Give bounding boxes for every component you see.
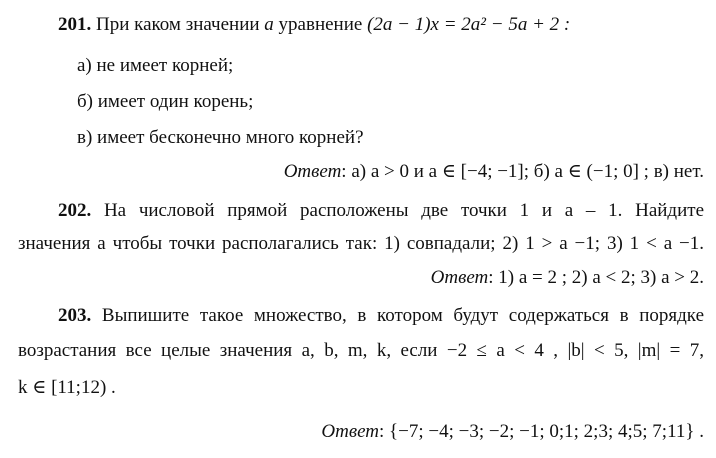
- problem-202-text-1: На числовой прямой расположены две точки 1 и a – 1. Найдите: [91, 200, 704, 221]
- problem-203-answer: [321, 420, 704, 444]
- problem-201-answer: [284, 160, 704, 184]
- problem-201-item-b: б) имеет один корень;: [77, 91, 254, 112]
- problem-201-stem-end: уравнение: [273, 14, 368, 35]
- problem-201-item-a: а) не имеет корней;: [77, 55, 234, 76]
- problem-203-answer-text: : {−7; −4; −3; −2; −1; 0;1; 2;3; 4;5; 7;11} .: [379, 421, 704, 442]
- problem-202-line-2: значения a чтобы точки располагались так: 1) совпадали; 2) 1 > a −1; 3) 1 < a −1.: [18, 233, 704, 254]
- answer-label: Ответ: [430, 267, 489, 288]
- problem-202-answer: [431, 266, 704, 290]
- problem-201-stem: При каком значении: [91, 14, 265, 35]
- problem-201-statement: [58, 13, 570, 37]
- problem-202-answer-text: : 1) a = 2 ; 2) a < 2; 3) a > 2.: [488, 267, 704, 288]
- problem-202-number: 202.: [58, 200, 92, 221]
- answer-label: Ответ: [321, 421, 379, 442]
- problem-202-line-1: [58, 199, 704, 223]
- problem-203-line-3: k ∈ [11;12) .: [18, 377, 116, 398]
- problem-203-number: 203.: [58, 305, 92, 326]
- problem-203-line-2: возрастания все целые значения a, b, m, k, если −2 ≤ a < 4 , |b| < 5, |m| = 7,: [18, 340, 704, 361]
- problem-203-text-1: Выпишите такое множество, в котором будут содержаться в порядке: [91, 305, 704, 326]
- problem-201-item-c: в) имеет бесконечно много корней?: [77, 127, 364, 148]
- problem-201-answer-text: : а) a > 0 и a ∈ [−4; −1]; б) a ∈ (−1; 0] ; в) нет.: [341, 161, 704, 182]
- problem-201-number: 201.: [58, 14, 92, 35]
- problem-203-line-1: [58, 304, 704, 328]
- problem-201-equation: (2a − 1)x = 2a² − 5a + 2 :: [367, 14, 571, 35]
- problem-201-variable: a: [264, 14, 274, 35]
- answer-label: Ответ: [283, 161, 342, 182]
